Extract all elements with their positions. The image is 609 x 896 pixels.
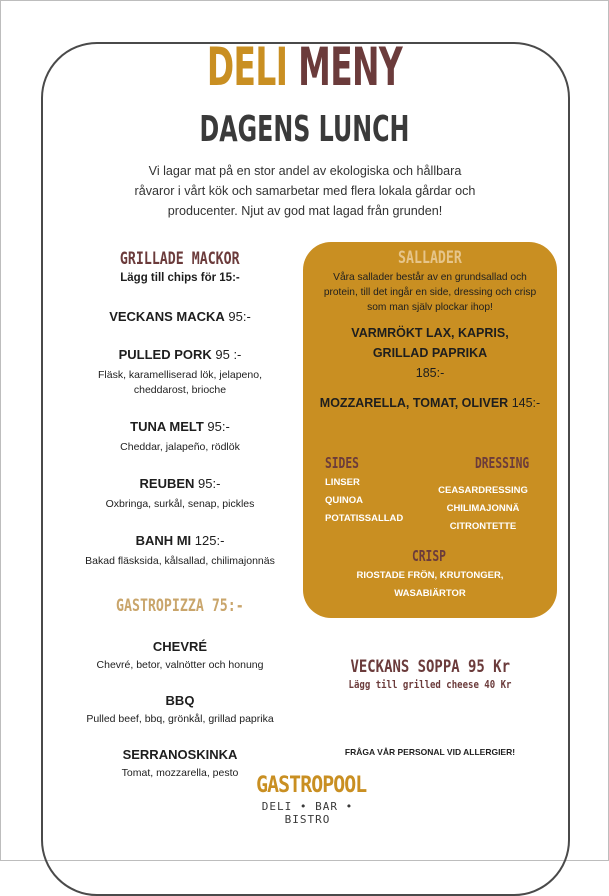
salad-item-price: 185:- [415, 366, 445, 380]
item-name: BBQ [165, 693, 195, 708]
dressing-list [423, 482, 543, 536]
soup-section [300, 656, 560, 692]
item-name: PULLED PORK [118, 347, 212, 362]
menu-item [52, 475, 308, 512]
item-price: 95:- [203, 419, 230, 434]
salad-desc-line: Våra sallader består av en grundsallad och [333, 272, 527, 283]
salad-item-price: 145:- [508, 396, 541, 410]
sides-item: LINSER [325, 477, 360, 488]
sides-item: POTATISSALLAD [325, 513, 404, 524]
item-desc: Cheddar, jalapeño, rödlök [120, 441, 240, 453]
grillade-heading: GRILLADE MACKOR [120, 249, 240, 269]
menu-item [52, 639, 308, 673]
dressing-heading: DRESSING [475, 454, 530, 472]
salad-item-name: VARMRÖKT LAX, KAPRIS, [351, 326, 509, 340]
salad-content [303, 246, 557, 413]
salad-heading: SALLADER [398, 248, 462, 268]
intro-line: producenter. Njut av god mat lagad från grunden! [167, 204, 443, 218]
menu-item [52, 308, 308, 326]
menu-item [52, 346, 308, 398]
item-name: CHEVRÉ [152, 639, 208, 654]
item-price: 95:- [224, 309, 251, 324]
crisp-list [303, 567, 557, 603]
intro-line: Vi lagar mat på en stor andel av ekologiska och hållbara [148, 164, 462, 178]
item-desc: Bakad fläsksida, kålsallad, chilimajonnäs [85, 555, 275, 567]
salad-desc-line: protein, till det ingår en side, dressing och crisp [323, 287, 537, 298]
dressing-item: CITRONTETTE [449, 521, 517, 532]
item-desc: Oxbringa, surkål, senap, pickles [105, 498, 255, 510]
page-title [116, 38, 494, 98]
soup-title: VECKANS SOPPA 95 Kr [350, 657, 510, 677]
left-column [52, 248, 308, 781]
intro-line: råvaror i vårt kök och samarbetar med flera lokala gårdar och [134, 184, 476, 198]
item-desc-line: Fläsk, karamelliserad lök, jelapeno, [98, 369, 262, 381]
item-name: TUNA MELT [130, 419, 204, 434]
item-price: 95:- [194, 476, 221, 491]
item-desc: Chevré, betor, valnötter och honung [96, 659, 264, 671]
item-name: REUBEN [139, 476, 195, 491]
item-price: 95 :- [211, 347, 242, 362]
menu-item [52, 693, 308, 727]
item-price: 125:- [191, 533, 225, 548]
dressing-item: CHILIMAJONNÄ [446, 503, 520, 514]
item-name: SERRANOSKINKA [122, 747, 238, 762]
menu-item [52, 532, 308, 569]
gastropool-logo [250, 773, 365, 826]
soup-subtitle: Lägg till grilled cheese 40 Kr [348, 678, 512, 691]
page-subtitle: DAGENS LUNCH [199, 109, 410, 150]
title-deli: DELI [206, 37, 288, 98]
item-desc: Pulled beef, bbq, grönkål, grillad paprika [86, 713, 274, 725]
title-meny: MENY [298, 37, 403, 98]
salad-item-name: GRILLAD PAPRIKA [372, 346, 488, 360]
pizza-heading: GASTROPIZZA 75:- [116, 596, 244, 616]
item-name: VECKANS MACKA [109, 309, 225, 324]
sides-list [325, 474, 403, 528]
salad-panel [303, 242, 557, 618]
dressing-item: CEASARDRESSING [438, 485, 528, 496]
sides-item: QUINOA [325, 495, 363, 506]
item-desc [52, 368, 308, 398]
allergy-note: FRÅGA VÅR PERSONAL VID ALLERGIER! [344, 747, 516, 757]
crisp-item: WASABIÄRTOR [394, 588, 466, 599]
intro-text [90, 161, 520, 221]
logo-tagline: DELI • BAR • BISTRO [261, 800, 354, 826]
item-desc-line: cheddarost, brioche [133, 384, 227, 396]
chips-note: Lägg till chips för 15:- [120, 272, 240, 284]
crisp-item: RIOSTADE FRÖN, KRUTONGER, [356, 570, 504, 581]
item-name: BANH MI [135, 533, 192, 548]
salad-description [303, 270, 557, 315]
sides-heading: SIDES [325, 454, 359, 472]
crisp-heading: CRISP [412, 547, 446, 565]
salad-desc-line: som man själv plockar ihop! [367, 302, 493, 313]
salad-item [303, 393, 557, 413]
logo-wordmark: GASTROPOOL [256, 773, 367, 798]
salad-item [303, 323, 557, 383]
salad-item-name: MOZZARELLA, TOMAT, OLIVER [319, 396, 509, 410]
item-desc: Tomat, mozzarella, pesto [121, 767, 239, 779]
menu-item [52, 418, 308, 455]
